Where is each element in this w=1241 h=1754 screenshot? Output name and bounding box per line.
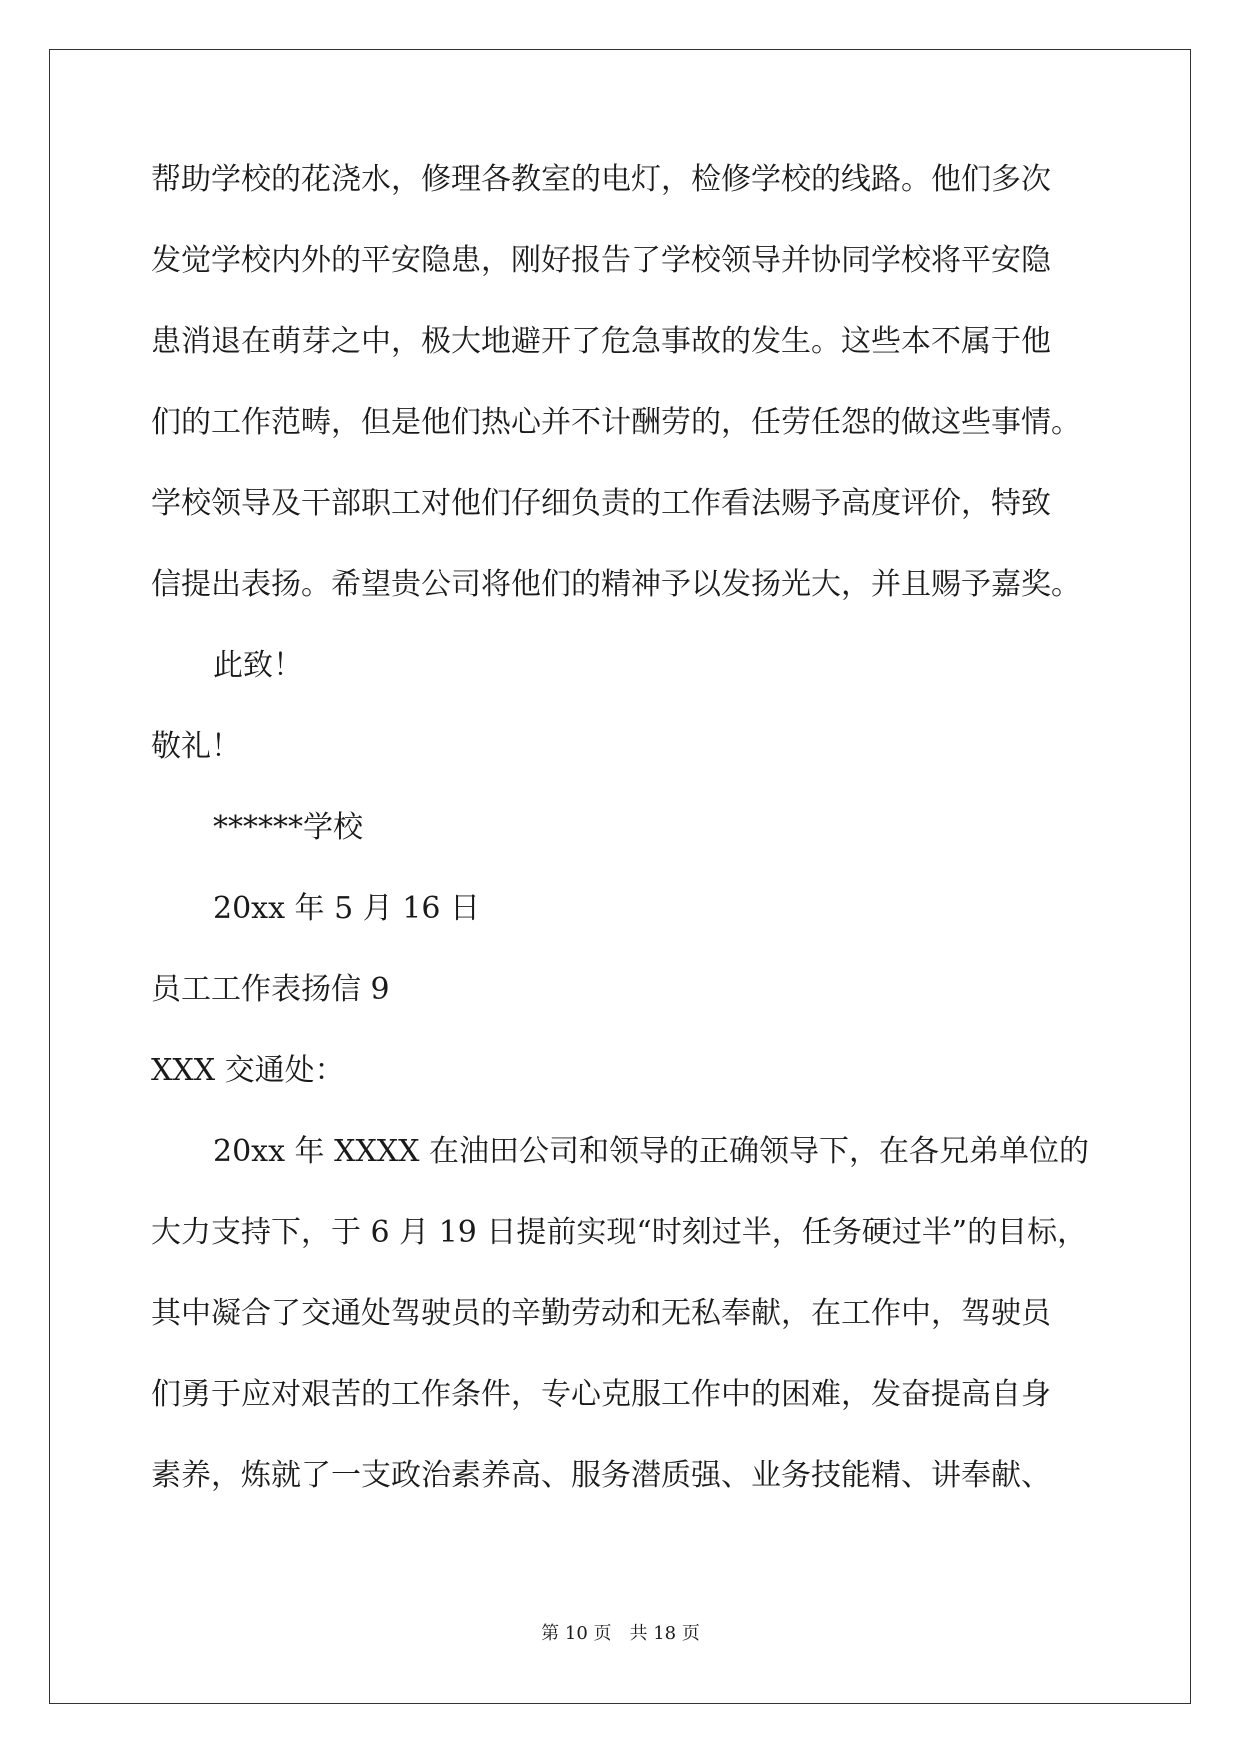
recipient-line: XXX 交通处： (151, 1053, 345, 1088)
paragraph-line: 信提出表扬。希望贵公司将他们的精神予以发扬光大，并且赐予嘉奖。 (151, 567, 1081, 602)
page-total: 共 18 页 (629, 1623, 700, 1644)
signature-school: ******学校 (213, 810, 363, 845)
paragraph-line: 们的工作范畴，但是他们热心并不计酬劳的，任劳任怨的做这些事情。 (151, 405, 1081, 440)
paragraph-line: 发觉学校内外的平安隐患，刚好报告了学校领导并协同学校将平安隐 (151, 243, 1051, 278)
paragraph-line: 帮助学校的花浇水，修理各教室的电灯，检修学校的线路。他们多次 (151, 162, 1051, 197)
paragraph-line: 20xx 年 XXXX 在油田公司和领导的正确领导下，在各兄弟单位的 (213, 1134, 1090, 1169)
paragraph-line: 学校领导及干部职工对他们仔细负责的工作看法赐予高度评价，特致 (151, 486, 1051, 521)
paragraph-line: 患消退在萌芽之中，极大地避开了危急事故的发生。这些本不属于他 (151, 324, 1051, 359)
paragraph-line: 其中凝合了交通处驾驶员的辛勤劳动和无私奉献，在工作中，驾驶员 (151, 1296, 1051, 1331)
section-title: 员工工作表扬信 9 (151, 972, 390, 1007)
paragraph-line: 大力支持下，于 6 月 19 日提前实现“时刻过半，任务硬过半”的目标， (151, 1215, 1088, 1250)
paragraph-line: 们勇于应对艰苦的工作条件，专心克服工作中的困难，发奋提高自身 (151, 1377, 1051, 1412)
page-number: 第 10 页 (541, 1623, 612, 1644)
salutation-line: 此致！ (213, 648, 303, 683)
signature-date: 20xx 年 5 月 16 日 (213, 891, 480, 926)
page-footer (0, 1622, 1241, 1646)
paragraph-line: 素养，炼就了一支政治素养高、服务潜质强、业务技能精、讲奉献、 (151, 1458, 1051, 1493)
closing-line: 敬礼！ (151, 729, 241, 764)
